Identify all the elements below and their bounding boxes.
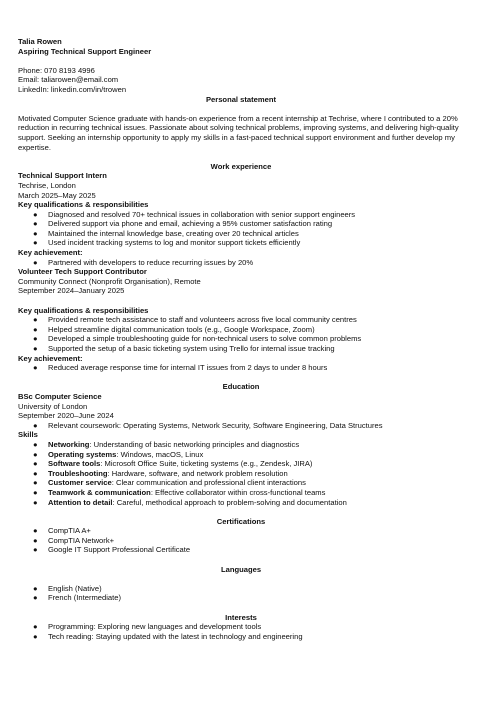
phone-line: Phone: 070 8193 4996 <box>18 65 95 75</box>
linkedin-line: LinkedIn: linkedin.com/in/trowen <box>18 84 127 94</box>
skill-item <box>18 469 464 479</box>
list-item <box>18 363 464 373</box>
list-item <box>18 632 464 642</box>
list-item-text: Maintained the internal knowledge base, creating over 20 technical articles <box>48 228 299 238</box>
skill-label: Teamwork & communication <box>48 487 151 497</box>
list-item-text: Relevant coursework: Operating Systems, Network Security, Software Engineering, Data Structures <box>48 420 383 430</box>
skill-label: Attention to detail <box>48 497 113 507</box>
bullet-icon: ● <box>33 459 38 469</box>
bullet-icon: ● <box>33 334 38 344</box>
job-role: Volunteer Tech Support Contributor <box>18 267 147 277</box>
candidate-title: Aspiring Technical Support Engineer <box>18 46 152 56</box>
achievement-heading: Key achievement: <box>18 353 83 363</box>
bullet-icon: ● <box>33 468 38 478</box>
list-item <box>18 238 464 248</box>
bullet-icon: ● <box>33 238 38 248</box>
job-dates: September 2024–January 2025 <box>18 286 125 296</box>
job-dates: March 2025–May 2025 <box>18 190 96 200</box>
bullet-icon: ● <box>33 593 38 603</box>
languages-heading: Languages <box>220 564 262 574</box>
job-entry <box>18 267 464 373</box>
list-item <box>18 526 464 536</box>
list-item-text: Programming: Exploring new languages and development tools <box>48 622 262 632</box>
bullet-icon: ● <box>33 631 38 641</box>
bullet-icon: ● <box>33 545 38 555</box>
bullet-icon: ● <box>33 363 38 373</box>
list-item-text: English (Native) <box>48 583 102 593</box>
skill-text: : Effective collaborator within cross-functional teams <box>150 487 326 497</box>
list-item-text: Supported the setup of a basic ticketing system using Trello for internal issue tracking <box>48 344 335 353</box>
skill-item <box>18 488 464 498</box>
skill-label: Software tools <box>48 459 101 469</box>
certifications-heading: Certifications <box>216 516 266 526</box>
list-item-text: Diagnosed and resolved 70+ technical issues in collaboration with senior support engineers <box>48 209 356 219</box>
languages-list <box>18 584 464 603</box>
list-item-text: Tech reading: Staying updated with the latest in technology and engineering <box>48 631 303 641</box>
list-item <box>18 536 464 546</box>
list-item-text: French (Intermediate) <box>48 593 122 603</box>
list-item <box>18 258 464 268</box>
bullet-icon: ● <box>33 219 38 229</box>
responsibilities-heading: Key qualifications & responsibilities <box>18 305 149 315</box>
bullet-icon: ● <box>33 478 38 488</box>
list-item <box>18 325 464 335</box>
bullet-icon: ● <box>33 439 38 449</box>
achievement-list <box>18 258 464 268</box>
bullet-icon: ● <box>33 228 38 238</box>
skill-label: Customer service <box>48 478 112 488</box>
skills-heading: Skills <box>18 430 38 440</box>
achievement-list <box>18 363 464 373</box>
list-item-text: Helped streamline digital communication tools (e.g., Google Workspace, Zoom) <box>48 324 315 334</box>
responsibilities-list <box>18 315 464 353</box>
list-item-text: Developed a simple troubleshooting guide for non-technical users to solve common problems <box>48 334 362 344</box>
education-heading: Education <box>222 382 260 392</box>
skill-text: : Hardware, software, and network problem resolution <box>107 468 288 478</box>
skill-label: Operating systems <box>48 449 117 459</box>
list-item <box>18 229 464 239</box>
list-item <box>18 421 464 431</box>
certifications-list <box>18 526 464 555</box>
bullet-icon: ● <box>33 487 38 497</box>
job-role: Technical Support Intern <box>18 171 107 181</box>
bullet-icon: ● <box>33 420 38 430</box>
responsibilities-heading: Key qualifications & responsibilities <box>18 200 149 210</box>
list-item <box>18 622 464 632</box>
list-item <box>18 344 464 354</box>
list-item-text: Reduced average response time for internal IT issues from 2 days to under 8 hours <box>48 363 328 373</box>
list-item <box>18 584 464 594</box>
bullet-icon: ● <box>33 257 38 267</box>
skills-list <box>18 440 464 507</box>
interests-list <box>18 622 464 641</box>
degree-name: BSc Computer Science <box>18 391 102 401</box>
list-item-text: CompTIA A+ <box>48 526 91 536</box>
coursework-list <box>18 421 464 431</box>
list-item <box>18 315 464 325</box>
skill-text: : Careful, methodical approach to problem-solving and documentation <box>112 497 347 507</box>
skill-label: Networking <box>48 439 90 449</box>
bullet-icon: ● <box>33 209 38 219</box>
bullet-icon: ● <box>33 583 38 593</box>
list-item-text: CompTIA Network+ <box>48 535 115 545</box>
skill-item <box>18 440 464 450</box>
bullet-icon: ● <box>33 497 38 507</box>
list-item <box>18 593 464 603</box>
achievement-heading: Key achievement: <box>18 248 83 258</box>
bullet-icon: ● <box>33 622 38 632</box>
bullet-icon: ● <box>33 344 38 353</box>
skill-text: : Windows, macOS, Linux <box>116 449 204 459</box>
skill-text: : Clear communication and professional client interactions <box>111 478 306 488</box>
personal-statement-text: Motivated Computer Science graduate with hands-on experience from a recent internship at Techrise, where I contributed to a 20% reduction in recurring technical issues. Passionate about solving technical problems, improving systems, and delivering high-quality support. Seeking an internship opportunity to apply my skills in a fast-paced technical support environment and further develop my expertise. <box>18 113 459 152</box>
job-company: Community Connect (Nonprofit Organisation), Remote <box>18 276 201 286</box>
responsibilities-list <box>18 210 464 248</box>
list-item-text: Used incident tracking systems to log and monitor support tickets efficiently <box>48 238 301 248</box>
skill-item <box>18 450 464 460</box>
interests-heading: Interests <box>225 612 257 622</box>
bullet-icon: ● <box>33 526 38 536</box>
list-item <box>18 210 464 220</box>
school-name: University of London <box>18 401 88 411</box>
list-item <box>18 334 464 344</box>
list-item <box>18 545 464 555</box>
skill-item <box>18 459 464 469</box>
list-item <box>18 219 464 229</box>
personal-statement-heading: Personal statement <box>205 94 277 104</box>
list-item-text: Delivered support via phone and email, achieving a 95% customer satisfaction rating <box>48 219 333 229</box>
bullet-icon: ● <box>33 535 38 545</box>
skill-text: : Understanding of basic networking principles and diagnostics <box>89 439 300 449</box>
bullet-icon: ● <box>33 449 38 459</box>
education-dates: September 2020–June 2024 <box>18 411 114 421</box>
skill-item <box>18 498 464 508</box>
skill-text: : Microsoft Office Suite, ticketing systems (e.g., Zendesk, JIRA) <box>100 459 313 469</box>
job-company: Techrise, London <box>18 180 76 190</box>
bullet-icon: ● <box>33 315 38 325</box>
candidate-name: Talia Rowen <box>18 37 62 46</box>
job-entry <box>18 171 464 267</box>
skill-item <box>18 478 464 488</box>
work-experience-heading: Work experience <box>210 161 272 171</box>
list-item-text: Google IT Support Professional Certificate <box>48 545 191 555</box>
email-line: Email: taliarowen@email.com <box>18 75 119 85</box>
list-item-text: Provided remote tech assistance to staff and volunteers across five local community centres <box>48 315 357 325</box>
list-item-text: Partnered with developers to reduce recurring issues by 20% <box>48 257 254 267</box>
bullet-icon: ● <box>33 324 38 334</box>
skill-label: Troubleshooting <box>48 468 108 478</box>
